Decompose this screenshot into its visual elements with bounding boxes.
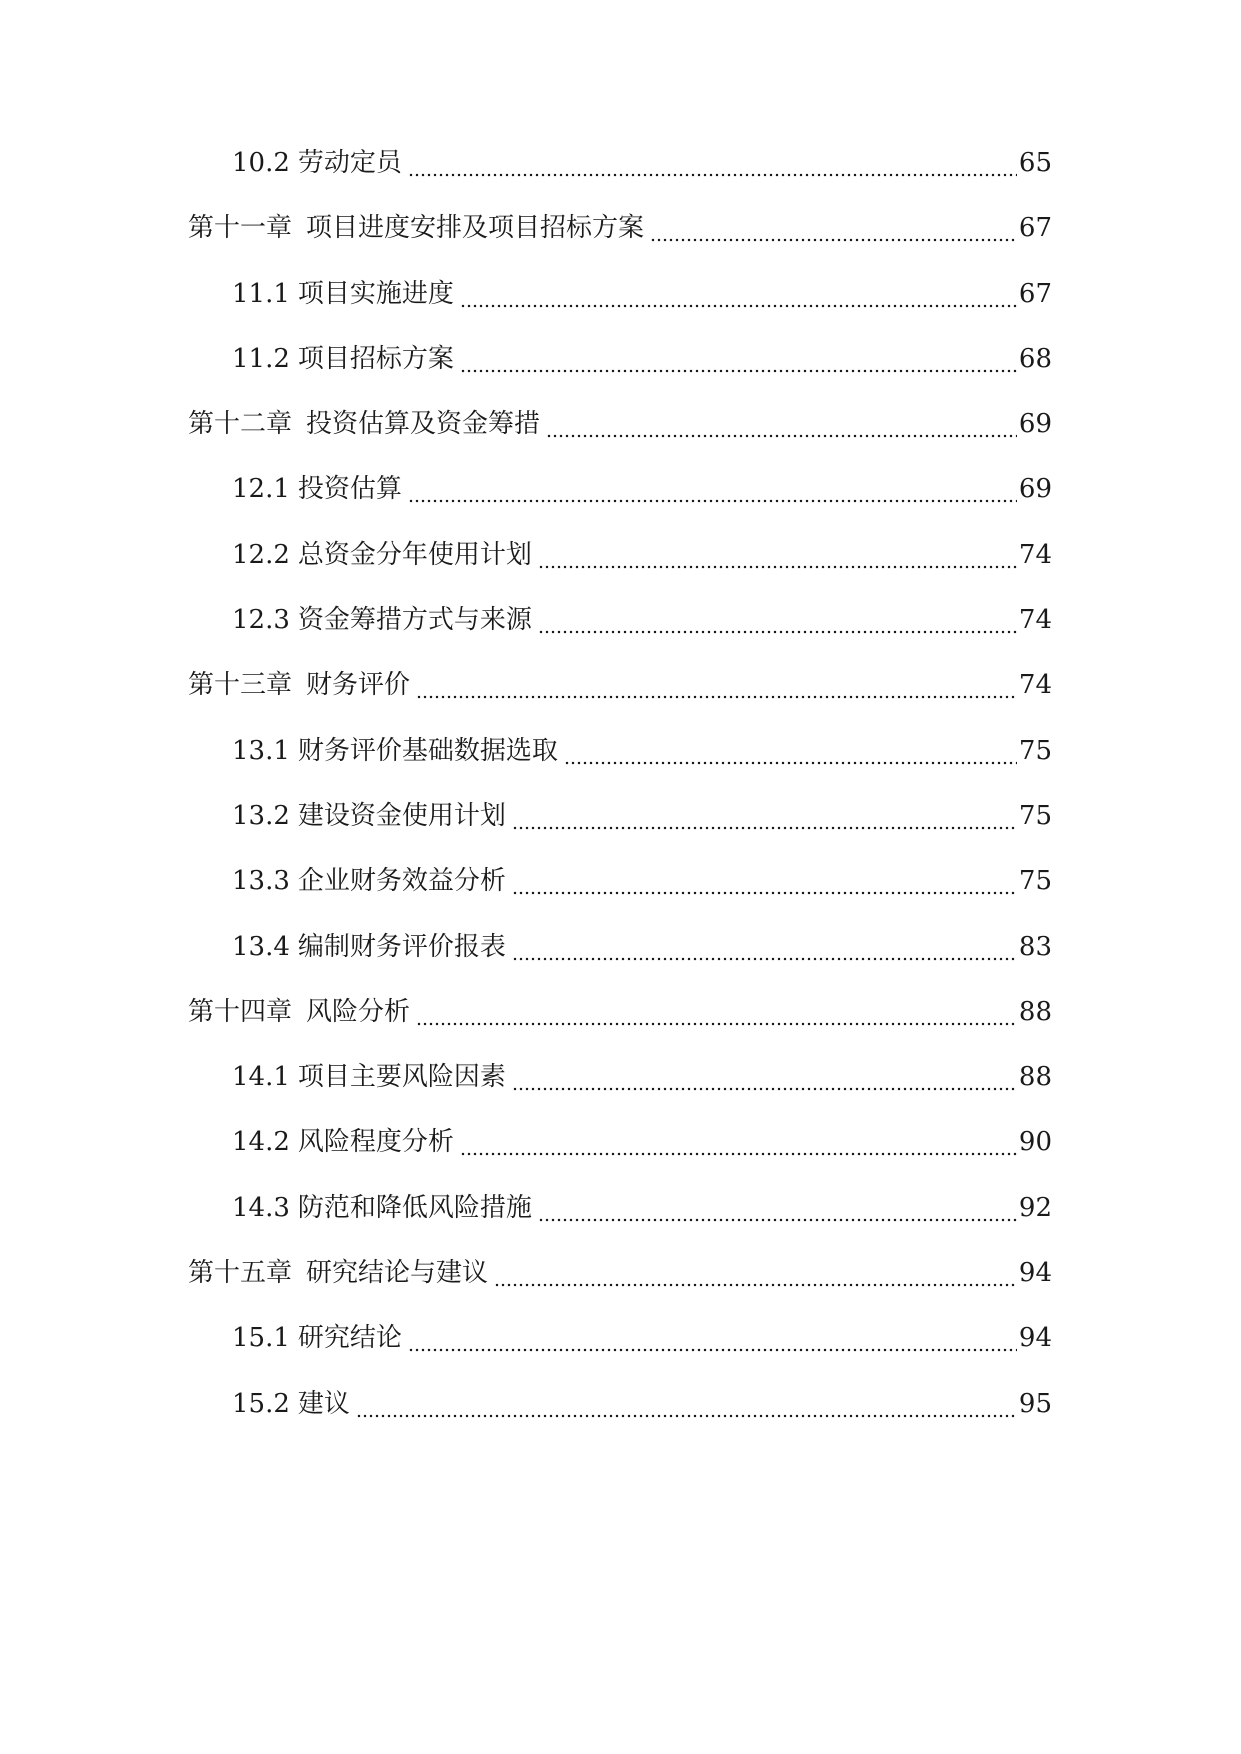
entry-title <box>232 146 408 180</box>
page-number: 94 <box>1018 1258 1052 1289</box>
toc-entry-14-1[interactable] <box>0 1060 1052 1125</box>
entry-title <box>232 342 460 376</box>
entry-number: 12.3 <box>232 605 290 636</box>
dot-leader <box>460 342 1017 376</box>
entry-title <box>232 799 512 833</box>
page-number: 83 <box>1018 931 1052 962</box>
entry-title <box>232 734 564 768</box>
entry-title <box>232 277 460 311</box>
dot-leader <box>512 864 1017 898</box>
entry-number: 10.2 <box>232 148 290 178</box>
page-number: 94 <box>1018 1323 1052 1354</box>
toc-entry-chapter-14[interactable] <box>0 995 1052 1060</box>
entry-number: 15.1 <box>232 1323 290 1354</box>
toc-entry-14-2[interactable] <box>0 1125 1052 1190</box>
dot-leader <box>416 995 1017 1029</box>
page-number: 88 <box>1018 996 1052 1027</box>
dot-leader <box>650 211 1017 245</box>
page-number: 74 <box>1018 670 1052 701</box>
entry-title <box>232 1060 512 1094</box>
page-number: 69 <box>1018 474 1052 505</box>
dot-leader <box>512 1060 1017 1094</box>
dot-leader <box>408 472 1017 506</box>
entry-title <box>232 472 408 506</box>
entry-label: 企业财务效益分析 <box>297 866 506 897</box>
page-number: 88 <box>1018 1062 1052 1093</box>
entry-label: 劳动定员 <box>297 148 402 178</box>
entry-title <box>232 603 538 637</box>
entry-title <box>232 538 538 572</box>
toc-entry-chapter-13[interactable] <box>0 668 1052 733</box>
dot-leader <box>356 1387 1017 1421</box>
entry-title <box>232 1125 460 1159</box>
entry-title <box>188 407 546 441</box>
entry-title <box>232 1321 408 1355</box>
entry-label: 风险分析 <box>306 996 411 1027</box>
entry-number: 14.2 <box>232 1127 290 1158</box>
page-number: 90 <box>1018 1127 1052 1158</box>
toc-entry-12-2[interactable] <box>0 538 1052 603</box>
entry-label: 总资金分年使用计划 <box>297 539 532 570</box>
page-number: 67 <box>1018 213 1052 244</box>
entry-label: 防范和降低风险措施 <box>297 1192 532 1223</box>
entry-number: 第十三章 <box>188 670 293 701</box>
entry-number: 13.2 <box>232 800 290 831</box>
entry-number: 14.1 <box>232 1062 290 1093</box>
dot-leader <box>460 277 1017 311</box>
entry-number: 第十四章 <box>188 996 293 1027</box>
page-number: 69 <box>1018 409 1052 440</box>
dot-leader <box>512 930 1017 964</box>
entry-label: 项目进度安排及项目招标方案 <box>306 213 645 244</box>
page-number: 95 <box>1018 1388 1052 1419</box>
entry-label: 财务评价 <box>306 670 411 701</box>
page-number: 65 <box>1018 148 1052 178</box>
toc-entry-13-2[interactable] <box>0 799 1052 864</box>
entry-number: 第十五章 <box>188 1258 293 1289</box>
entry-label: 建设资金使用计划 <box>297 800 506 831</box>
page-number: 67 <box>1018 278 1052 309</box>
toc-entry-11-2[interactable] <box>0 342 1052 407</box>
dot-leader <box>494 1256 1017 1290</box>
entry-number: 13.1 <box>232 735 290 766</box>
toc-entry-13-3[interactable] <box>0 864 1052 929</box>
dot-leader <box>408 1321 1017 1355</box>
toc-entry-14-3[interactable] <box>0 1191 1052 1256</box>
entry-number: 第十二章 <box>188 409 293 440</box>
entry-title <box>188 1256 494 1290</box>
page-number: 74 <box>1018 539 1052 570</box>
toc-entry-12-3[interactable] <box>0 603 1052 668</box>
dot-leader <box>546 407 1017 441</box>
entry-number: 13.3 <box>232 866 290 897</box>
toc-entry-chapter-15[interactable] <box>0 1256 1052 1321</box>
toc-entry-10-2[interactable] <box>0 146 1052 211</box>
entry-label: 风险程度分析 <box>297 1127 454 1158</box>
entry-number: 14.3 <box>232 1192 290 1223</box>
entry-number: 11.1 <box>232 278 290 309</box>
toc-entry-12-1[interactable] <box>0 472 1052 537</box>
dot-leader <box>564 734 1017 768</box>
toc-entry-15-2[interactable] <box>0 1387 1052 1452</box>
entry-title <box>188 211 650 245</box>
page-number: 75 <box>1018 800 1052 831</box>
toc-entry-chapter-11[interactable] <box>0 211 1052 276</box>
table-of-contents <box>0 146 1241 1452</box>
toc-entry-13-4[interactable] <box>0 930 1052 995</box>
entry-title <box>232 1191 538 1225</box>
entry-title <box>232 1387 356 1421</box>
entry-label: 研究结论与建议 <box>306 1258 489 1289</box>
entry-label: 资金筹措方式与来源 <box>297 605 532 636</box>
entry-number: 15.2 <box>232 1388 290 1419</box>
entry-number: 第十一章 <box>188 213 293 244</box>
entry-title <box>188 995 416 1029</box>
page-number: 92 <box>1018 1192 1052 1223</box>
toc-entry-13-1[interactable] <box>0 734 1052 799</box>
toc-entry-11-1[interactable] <box>0 277 1052 342</box>
entry-title <box>188 668 416 702</box>
page-number: 75 <box>1018 735 1052 766</box>
dot-leader <box>512 799 1017 833</box>
entry-label: 建议 <box>297 1388 350 1419</box>
entry-label: 项目主要风险因素 <box>297 1062 506 1093</box>
toc-entry-chapter-12[interactable] <box>0 407 1052 472</box>
page-number: 74 <box>1018 605 1052 636</box>
dot-leader <box>538 1191 1017 1225</box>
dot-leader <box>416 668 1017 702</box>
entry-label: 项目实施进度 <box>297 278 454 309</box>
entry-number: 12.2 <box>232 539 290 570</box>
entry-number: 12.1 <box>232 474 290 505</box>
entry-label: 项目招标方案 <box>297 343 454 374</box>
page-number: 68 <box>1018 343 1052 374</box>
entry-label: 研究结论 <box>297 1323 402 1354</box>
entry-number: 11.2 <box>232 343 290 374</box>
entry-title <box>232 864 512 898</box>
entry-label: 投资估算 <box>297 474 402 505</box>
dot-leader <box>538 538 1017 572</box>
dot-leader <box>460 1125 1017 1159</box>
page-number: 75 <box>1018 866 1052 897</box>
entry-label: 编制财务评价报表 <box>297 931 506 962</box>
entry-number: 13.4 <box>232 931 290 962</box>
toc-entry-15-1[interactable] <box>0 1321 1052 1386</box>
entry-label: 财务评价基础数据选取 <box>297 735 558 766</box>
entry-title <box>232 930 512 964</box>
entry-label: 投资估算及资金筹措 <box>306 409 541 440</box>
dot-leader <box>408 146 1017 180</box>
dot-leader <box>538 603 1017 637</box>
